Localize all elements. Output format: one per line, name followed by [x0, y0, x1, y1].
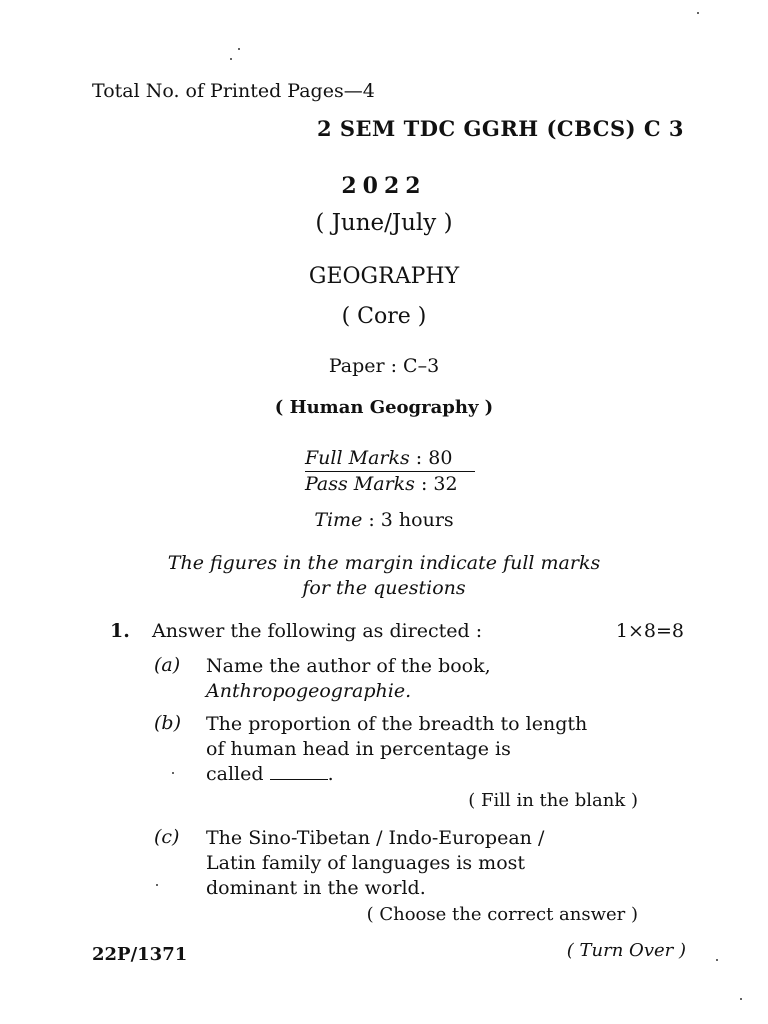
part-c-hint: ( Choose the correct answer )	[366, 904, 638, 925]
subject-category: ( Core )	[341, 304, 427, 329]
instructions-line-1: The figures in the margin indicate full marks	[167, 552, 601, 574]
paper-number: Paper : C–3	[328, 355, 440, 377]
part-a-label: (a)	[154, 654, 181, 676]
time-label: Time	[314, 509, 363, 531]
exam-session: ( June/July )	[315, 210, 453, 236]
part-b-body	[206, 712, 638, 787]
part-c-line-1: The Sino-Tibetan / Indo-European /	[206, 827, 545, 849]
scan-speck	[716, 959, 718, 961]
footer-paper-code: 22P/1371	[92, 944, 188, 965]
part-c-body	[206, 826, 638, 901]
instructions	[0, 551, 768, 601]
printed-pages-count: Total No. of Printed Pages—4	[92, 80, 375, 102]
paper-title: ( Human Geography )	[274, 397, 494, 418]
scan-speck	[238, 48, 240, 50]
part-b-line-3-suffix: .	[327, 763, 334, 785]
full-marks-value: : 80	[409, 447, 453, 469]
full-marks	[305, 446, 475, 471]
part-a-body	[206, 654, 638, 704]
part-b-line-3-prefix: called	[206, 763, 264, 785]
part-a-line-1: Name the author of the book,	[206, 655, 491, 677]
part-b-line-1: The proportion of the breadth to length	[206, 713, 588, 735]
question-text: Answer the following as directed :	[152, 620, 483, 642]
part-c-label: (c)	[154, 826, 180, 848]
part-b-label: (b)	[154, 712, 181, 734]
paper-code: 2 SEM TDC GGRH (CBCS) C 3	[316, 116, 684, 141]
pass-marks	[305, 472, 475, 497]
time-value: : 3 hours	[362, 509, 454, 531]
exam-year: 2022	[341, 173, 427, 199]
scan-speck	[172, 772, 174, 774]
scan-speck	[156, 884, 158, 886]
exam-time	[0, 509, 768, 531]
turn-over-note: ( Turn Over )	[566, 940, 686, 961]
part-c-line-2: Latin family of languages is most	[206, 852, 526, 874]
scan-speck	[740, 998, 742, 1000]
scan-speck	[697, 12, 699, 14]
fill-in-blank	[270, 764, 328, 780]
part-c-line-3: dominant in the world.	[206, 877, 426, 899]
scan-speck	[230, 58, 232, 60]
marks-box	[0, 446, 768, 497]
full-marks-label: Full Marks	[305, 447, 410, 469]
part-a-line-2: Anthropogeographie.	[206, 680, 412, 702]
pass-marks-value: : 32	[414, 473, 458, 495]
instructions-line-2: for the questions	[302, 577, 466, 599]
subject-title: GEOGRAPHY	[308, 264, 460, 289]
part-b-line-3	[206, 762, 638, 787]
part-b-line-2: of human head in percentage is	[206, 738, 511, 760]
question-number: 1.	[110, 620, 130, 642]
part-b-hint: ( Fill in the blank )	[468, 790, 638, 811]
question-marks: 1×8=8	[615, 620, 684, 642]
pass-marks-label: Pass Marks	[305, 473, 415, 495]
